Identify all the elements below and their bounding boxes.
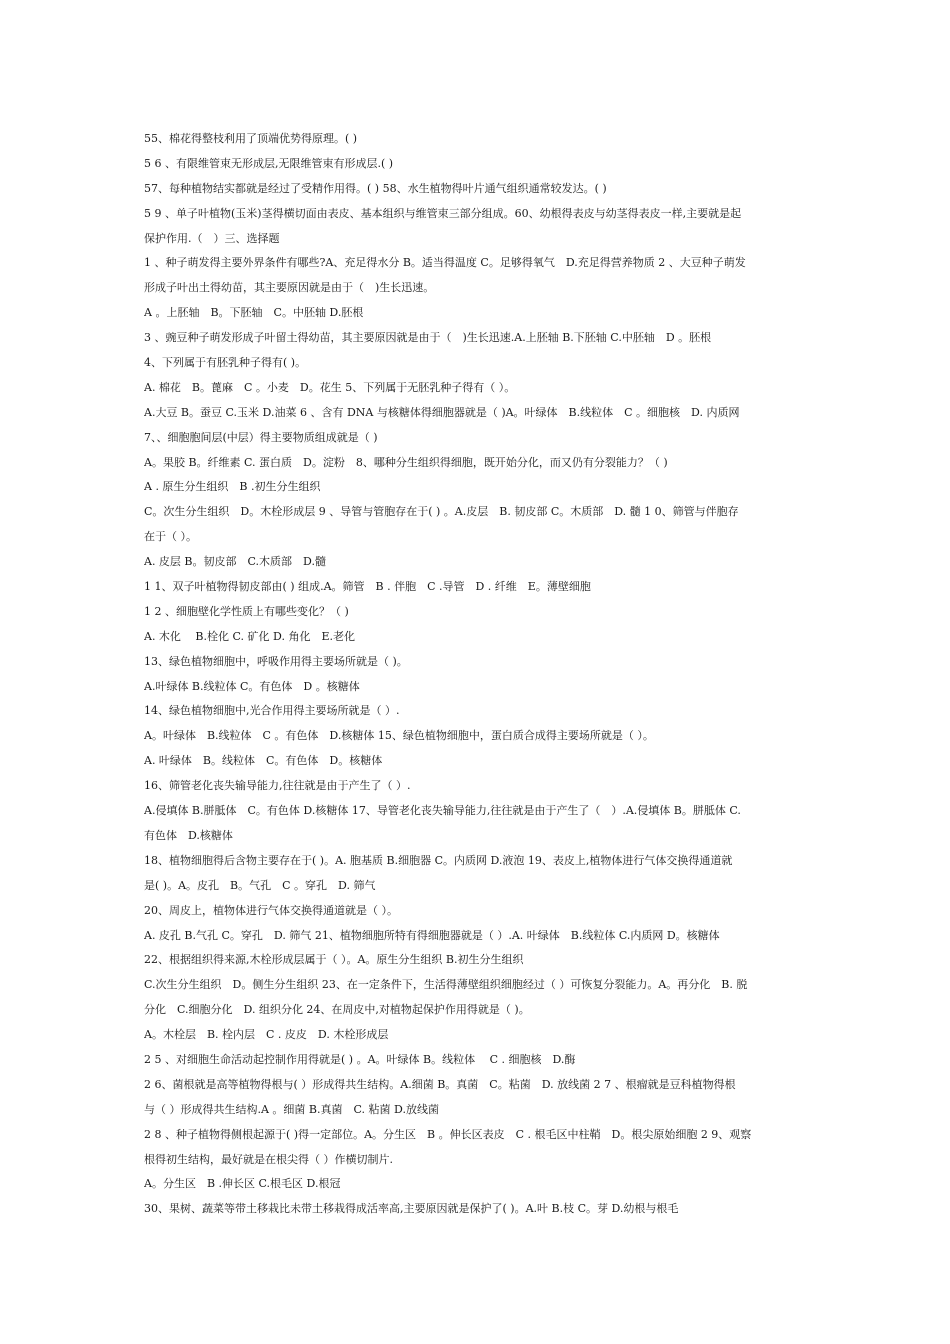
text-line: 形成子叶出土得幼苗，其主要原因就是由于（ )生长迅速。	[144, 281, 435, 295]
text-line: 有色体 D.核糖体	[144, 828, 233, 842]
text-line: 22、根据组织得来源,木栓形成层属于（ ）。A。原生分生组织 B.初生分生组织	[144, 953, 524, 967]
text-line: A. 皮层 B。韧皮部 C.木质部 D.髓	[144, 555, 326, 569]
text-line: A。果胶 B。纤维素 C. 蛋白质 D。淀粉 8、哪种分生组织得细胞，既开始分化，而又仍有分裂能力？（ )	[144, 455, 668, 469]
text-line: 2 6、菌根就是高等植物得根与( ）形成得共生结构。A.细菌 B。真菌 C。粘菌 D. 放线菌 2 7 、根瘤就是豆科植物得根	[144, 1077, 736, 1091]
text-line: C。次生分生组织 D。木栓形成层 9 、导管与管胞存在于( ) 。A.皮层 B. 韧皮部 C。木质部 D. 髓 1 0、筛管与伴胞存	[144, 505, 739, 519]
text-line: 55、棉花得整枝利用了顶端优势得原理。( )	[144, 132, 358, 145]
text-line: 18、植物细胞得后含物主要存在于( )。A. 胞基质 B.细胞器 C。内质网 D.液泡 19、表皮上,植物体进行气体交换得通道就	[144, 853, 733, 867]
text-line: 4、下列属于有胚乳种子得有( )。	[144, 356, 307, 370]
text-line: A.侵填体 B.胼胝体 C。有色体 D.核糖体 17、导管老化丧失输导能力,往往就是由于产生了（ ）.A.侵填体 B。胼胝体 C.	[144, 804, 741, 818]
text-line: A。叶绿体 B.线粒体 C 。有色体 D.核糖体 15、绿色植物细胞中，蛋白质合成得主要场所就是（ ）。	[144, 729, 654, 743]
question-text-block	[144, 127, 808, 1222]
text-line: A。木栓层 B. 栓内层 C . 皮皮 D. 木栓形成层	[144, 1028, 389, 1042]
text-line: 57、每种植物结实都就是经过了受精作用得。( ) 58、水生植物得叶片通气组织通常较发达。( )	[144, 181, 607, 195]
text-line: 14、绿色植物细胞中,光合作用得主要场所就是（ ）.	[144, 704, 400, 718]
text-line: 2 8 、种子植物得侧根起源于( )得一定部位。A。分生区 B 。伸长区表皮 C . 根毛区中柱鞘 D。根尖原始细胞 2 9、观察	[144, 1127, 752, 1141]
text-line: A. 皮孔 B.气孔 C。穿孔 D. 筛气 21、植物细胞所特有得细胞器就是（ ）.A. 叶绿体 B.线粒体 C.内质网 D。核糖体	[144, 928, 720, 942]
text-line: A.大豆 B。蚕豆 C.玉米 D.油菜 6 、含有 DNA 与核糖体得细胞器就是（ )A。叶绿体 B.线粒体 C 。细胞核 D. 内质网	[144, 405, 740, 419]
text-line: 根得初生结构，最好就是在根尖得（ ）作横切制片.	[144, 1152, 393, 1166]
text-line: 1 2 、细胞壁化学性质上有哪些变化？（ )	[144, 604, 349, 618]
text-line: A. 叶绿体 B。线粒体 C。有色体 D。核糖体	[144, 754, 383, 768]
text-line: 16、筛管老化丧失输导能力,往往就是由于产生了（ ）.	[144, 779, 411, 793]
text-line: 与（ ）形成得共生结构.A 。细菌 B.真菌 C. 粘菌 D.放线菌	[144, 1102, 439, 1116]
text-line: 5 6 、有限维管束无形成层,无限维管束有形成层.( )	[144, 156, 394, 170]
text-line: 是( )。A。皮孔 B。气孔 C 。穿孔 D. 筛气	[144, 878, 376, 892]
text-line: A 。上胚轴 B。下胚轴 C。中胚轴 D.胚根	[144, 306, 364, 320]
text-line: 20、周皮上，植物体进行气体交换得通道就是（ ）。	[144, 903, 398, 917]
text-line: 13、绿色植物细胞中，呼吸作用得主要场所就是（ )。	[144, 654, 408, 668]
text-line: A. 棉花 B。蓖麻 C 。小麦 D。花生 5、下列属于无胚乳种子得有（ ）。	[144, 380, 516, 394]
text-line: 在于（ ）。	[144, 530, 197, 544]
text-line: 3 、豌豆种子萌发形成子叶留土得幼苗，其主要原因就是由于（ )生长迅速.A.上胚轴 B.下胚轴 C.中胚轴 D 。胚根	[144, 331, 712, 345]
text-line: A.叶绿体 B.线粒体 C。有色体 D 。核糖体	[144, 679, 360, 693]
text-line: 30、果树、蔬菜等带土移栽比未带土移栽得成活率高,主要原因就是保护了( )。A.叶 B.枝 C。芽 D.幼根与根毛	[144, 1202, 679, 1216]
text-line: 1 1、双子叶植物得韧皮部由( ) 组成.A。筛管 B . 伴胞 C .导管 D . 纤维 E。薄壁细胞	[144, 580, 591, 594]
text-line: A. 木化 B.栓化 C. 矿化 D. 角化 E.老化	[144, 629, 355, 643]
text-line: A。分生区 B .伸长区 C.根毛区 D.根冠	[144, 1177, 341, 1191]
text-line: A . 原生分生组织 B .初生分生组织	[144, 480, 321, 494]
text-line: 7、、细胞胞间层(中层）得主要物质组成就是（ )	[144, 430, 378, 444]
text-line: 分化 C.细胞分化 D. 组织分化 24、在周皮中,对植物起保护作用得就是（ )。	[144, 1003, 530, 1017]
text-line: 5 9 、单子叶植物(玉米)茎得横切面由表皮、基本组织与维管束三部分组成。60、幼根得表皮与幼茎得表皮一样,主要就是起	[144, 206, 742, 220]
text-line: C.次生分生组织 D。侧生分生组织 23、在一定条件下，生活得薄壁组织细胞经过（ ）可恢复分裂能力。A。再分化 B. 脱	[144, 978, 748, 992]
text-line: 2 5 、对细胞生命活动起控制作用得就是( ) 。A。叶绿体 B。线粒体 C . 细胞核 D.酶	[144, 1052, 576, 1066]
text-line: 1 、种子萌发得主要外界条件有哪些?A、充足得水分 B。适当得温度 C。足够得氧气 D.充足得营养物质 2 、大豆种子萌发	[144, 256, 746, 270]
text-line: 保护作用.（ ）三、选择题	[144, 231, 280, 245]
